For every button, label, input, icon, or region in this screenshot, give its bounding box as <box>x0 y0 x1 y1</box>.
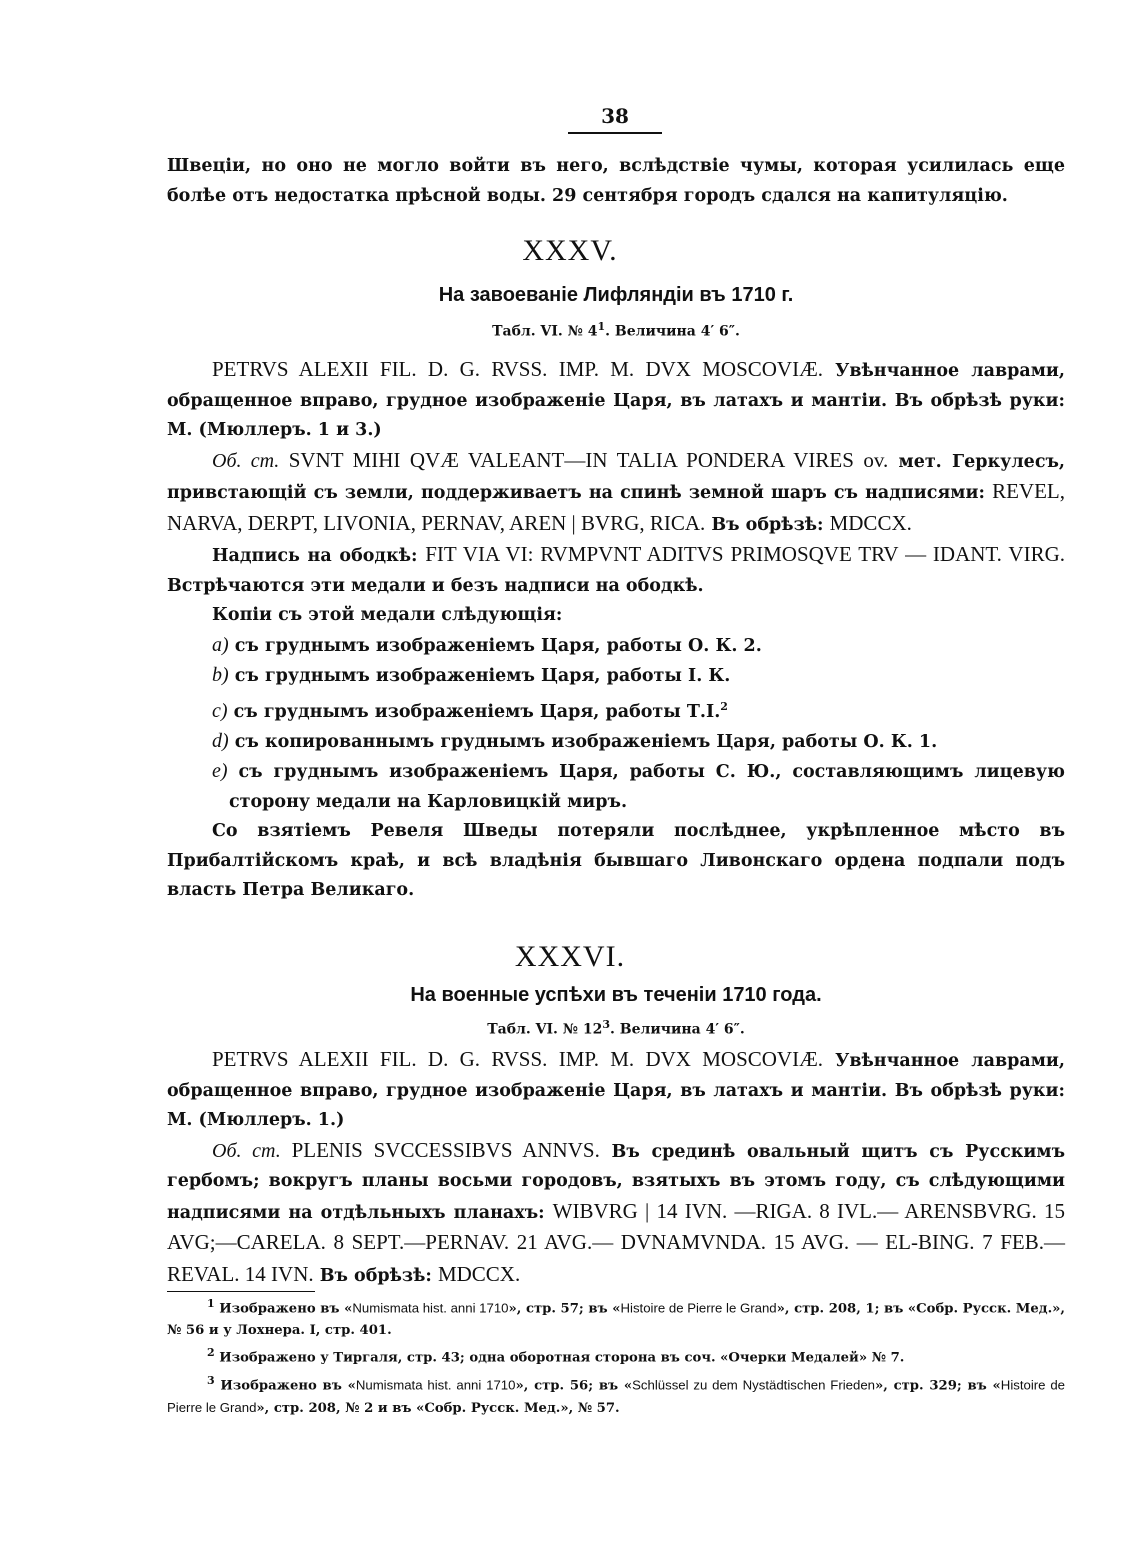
section-35-reverse-description: мет. Геркулесъ, привстающій съ земли, поддерживаетъ на спинѣ земной шаръ съ надписями: <box>167 451 1065 503</box>
section-36-exergue-date: MDCCX. <box>437 1261 521 1286</box>
section-35-edge-legend: FIT VIA VI: RVMPVNT ADITVS PRIMOSQVE TRV — IDANT. VIRG. <box>425 542 1065 566</box>
copy-item-footnote-mark: 2 <box>720 699 728 713</box>
section-36-reverse-legend: PLENIS SVCCESSIBVS ANNVS. <box>280 1137 600 1162</box>
copy-item-b <box>167 661 1065 692</box>
section-35-conclusion: Со взятіемъ Ревеля Шведы потеряли послѣднее, укрѣпленное мѣсто въ Прибалтійскомъ краѣ, и всѣ владѣнія бывшаго Ливонскаго ордена подпали подъ власть Петра Великаго. <box>167 821 1065 901</box>
footnote-1-source-1: Numismata hist. anni 1710 <box>352 1300 509 1316</box>
section-36-reverse-label: Об. ст. <box>212 1139 281 1162</box>
section-36-obverse-legend: PETRVS ALEXII FIL. D. G. RVSS. IMP. M. DVX MOSCOVIÆ. <box>212 1047 823 1071</box>
section-35-reverse-label: Об. ст. <box>212 449 280 472</box>
copy-item-marker: a) <box>212 633 229 656</box>
footnote-3-text-b: », стр. 56; въ « <box>515 1378 633 1394</box>
section-36-plate: Табл. VI. № 12 <box>487 1021 603 1038</box>
footnote-1 <box>167 1293 1065 1342</box>
section-36-reverse-description: Въ срединѣ овальный щитъ съ Русскимъ гербомъ; вокругъ планы восьми городовъ, взятыхъ въ этомъ году, съ слѣдующими надписями на отдѣльныхъ планахъ: <box>167 1141 1066 1223</box>
section-35-size: . Величина 4′ 6″. <box>605 323 740 340</box>
copy-item-marker: b) <box>212 664 229 686</box>
section-35-reverse <box>167 446 1065 541</box>
copy-item-text: съ груднымъ изображеніемъ Царя, работы І. К. <box>234 666 731 686</box>
section-35-obverse-description: Увѣнчанное лаврами, обращенное вправо, грудное изображеніе Царя, въ латахъ и мантіи. Въ обрѣзѣ руки: М. (Мюллеръ. 1 и 3.) <box>167 361 1065 440</box>
section-36-exergue-label: Въ обрѣзѣ: <box>313 1265 438 1286</box>
copy-item-c <box>167 692 1065 727</box>
section-35-obverse-legend: PETRVS ALEXII FIL. D. G. RVSS. IMP. M. DVX MOSCOVIÆ. <box>212 357 823 381</box>
footnote-3-text-a: Изображено въ « <box>214 1378 356 1394</box>
copy-item-text: съ груднымъ изображеніемъ Царя, работы С. Ю., составляющимъ лицевую сторону медали на Карловицкій миръ. <box>229 762 1066 812</box>
section-35-plate-footnote-mark: 1 <box>597 320 606 333</box>
section-35-obverse <box>167 355 1065 446</box>
footnote-1-text-b: », стр. 57; въ « <box>508 1301 621 1317</box>
section-35-edge-note: Встрѣчаются эти медали и безъ надписи на ободкѣ. <box>167 575 704 596</box>
section-35-reverse-legend: SVNT MIHI QVÆ VALEANT—IN TALIA PONDERA VIRES <box>279 447 864 472</box>
copy-item-a <box>167 631 1065 662</box>
section-35-ov: ov. <box>863 447 889 472</box>
section-35-cities: REVEL, NARVA, DERPT, LIVONIA, PERNAV, AREN | BVRG, RICA. <box>167 479 1065 535</box>
section-35-title: На завоеваніе Лифляндіи въ 1710 г. <box>438 284 794 306</box>
footnote-3-text-d: », стр. 208, № 2 и въ «Собр. Русск. Мед.», № 57. <box>256 1401 620 1417</box>
footnote-1-text-a: Изображено въ « <box>214 1301 353 1317</box>
section-36-plate-ref <box>0 1018 1140 1038</box>
intro-paragraph <box>167 152 1065 211</box>
section-35-numeral: XXXV. <box>522 234 618 267</box>
footnote-1-source-2: Histoire de Pierre le Grand <box>620 1300 777 1316</box>
footnote-2 <box>167 1342 1065 1369</box>
copy-item-text: съ груднымъ изображеніемъ Царя, работы Т.І. <box>233 701 721 722</box>
footnote-1-text-c: », стр. 208, 1; въ «Собр. Русск. Мед.», № 56 и у Лохнера. I, стр. 401. <box>167 1301 1066 1339</box>
section-36-size: . Величина 4′ 6″. <box>610 1021 745 1038</box>
footnote-divider <box>167 1291 315 1292</box>
copy-item-text: съ груднымъ изображеніемъ Царя, работы О. К. 2. <box>234 635 762 656</box>
footnote-3-mark: 3 <box>207 1373 215 1387</box>
footnote-3-text-c: », стр. 329; въ « <box>875 1378 1001 1394</box>
copy-item-text: съ копированнымъ груднымъ изображеніемъ Царя, работы О. К. 1. <box>234 731 938 752</box>
section-35-edge-inscription <box>167 540 1065 601</box>
footnotes <box>167 1293 1065 1420</box>
footnote-3-source-1: Numismata hist. anni 1710 <box>355 1377 516 1393</box>
footnote-2-text: Изображено у Тиргаля, стр. 43; одна оборотная сторона въ соч. «Очерки Медалей» № 7. <box>214 1350 905 1366</box>
section-35-exergue-date: MDCCX. <box>829 510 912 535</box>
intro-text: Швеціи, но оно не могло войти въ него, вслѣдствіе чумы, которая усилилась еще болѣе отъ недостатка прѣсной воды. 29 сентября городъ сдался на капитуляцію. <box>167 156 1065 206</box>
footnote-3 <box>167 1370 1065 1420</box>
section-35-body <box>167 355 1065 906</box>
footnote-2-mark: 2 <box>207 1346 215 1360</box>
page-number: 38 <box>568 104 662 134</box>
section-36-obverse-description: Увѣнчанное лаврами, обращенное вправо, грудное изображеніе Царя, въ латахъ и мантіи. Въ обрѣзѣ руки: М. (Мюллеръ. 1.) <box>167 1051 1065 1130</box>
section-36-obverse <box>167 1045 1065 1136</box>
section-35-edge-label: Надпись на ободкѣ: <box>212 546 426 566</box>
copy-item-d <box>167 727 1065 758</box>
section-36-plate-footnote-mark: 3 <box>602 1018 611 1031</box>
section-35-plate-ref <box>0 320 1140 340</box>
copy-item-marker: c) <box>212 699 228 722</box>
section-36-title: На военные успѣхи въ теченіи 1710 года. <box>410 984 822 1006</box>
section-36-numeral: XXXVI. <box>514 940 626 973</box>
section-36-reverse <box>167 1136 1065 1292</box>
section-36-city-plans: WIBVRG | 14 IVN. —RIGA. 8 IVL.— ARENSBVRG. 15 AVG;—CARELA. 8 SEPT.—PERNAV. 21 AVG.— DVNAMVNDA. 15 AVG. — EL-BING. 7 FEB.—REVAL. 14 IVN. <box>167 1198 1065 1286</box>
copy-item-marker: e) <box>212 760 228 783</box>
copy-item-e <box>167 757 1065 817</box>
footnote-3-source-3: Histoire de Pierre le Grand <box>167 1377 1065 1416</box>
section-35-exergue-label: Въ обрѣзѣ: <box>705 514 830 535</box>
footnote-1-mark: 1 <box>207 1297 215 1310</box>
section-35-plate: Табл. VI. № 4 <box>492 323 598 340</box>
copy-item-marker: d) <box>212 729 229 752</box>
section-35-copies-intro: Копіи съ этой медали слѣдующія: <box>212 605 563 625</box>
footnote-3-source-2: Schlüssel zu dem Nystädtischen Frieden <box>632 1377 875 1393</box>
section-36-body <box>167 1045 1065 1291</box>
